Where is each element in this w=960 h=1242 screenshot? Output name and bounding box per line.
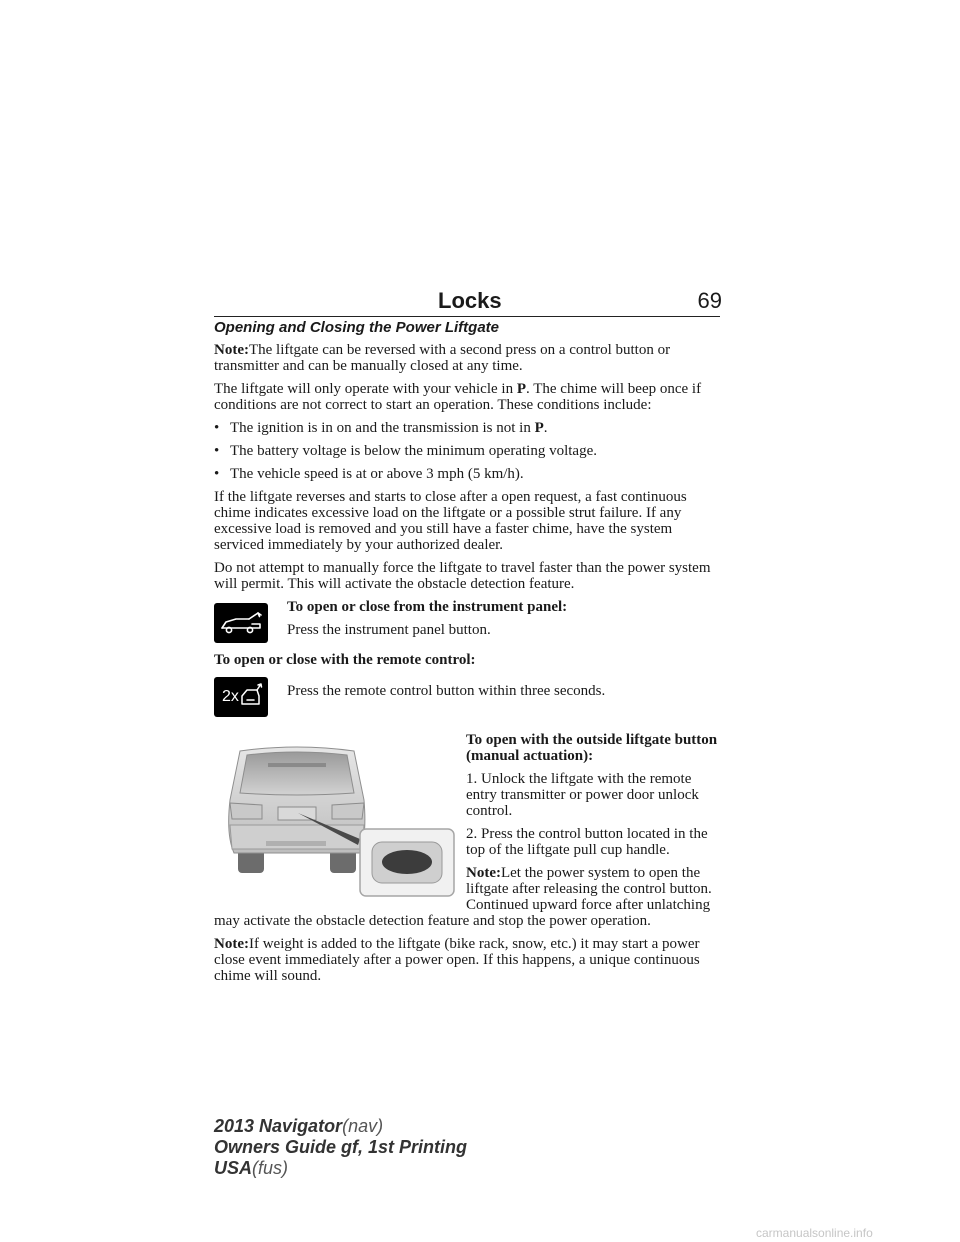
- park-gear-label: P: [516, 381, 526, 397]
- note-label: Note:: [214, 342, 249, 358]
- vehicle-rear-illustration: [214, 745, 465, 911]
- bullet-bold: P: [534, 420, 544, 436]
- section-title: Locks: [438, 288, 502, 313]
- note-paragraph: [214, 342, 722, 374]
- remote-liftgate-icon: [214, 677, 268, 717]
- outside-note-text: Let the power system to open the liftgate after releasing the control button. Continued upward force after unlatching may activate the obstacle detection feature and stop the power operation.: [214, 865, 712, 929]
- liftgate-icon: [214, 603, 268, 643]
- bullet-item: [214, 420, 722, 436]
- remote-heading-text: To open or close with the remote control:: [214, 652, 476, 668]
- remote-section: [214, 675, 722, 715]
- bullet-item: [214, 466, 722, 482]
- bullet-dot: •: [214, 420, 220, 436]
- liftgate-figure: [214, 732, 465, 898]
- weight-note-text: If weight is added to the liftgate (bike rack, snow, etc.) it may start a power close event immediately after a power open. If this happens, a unique continuous chime will sound.: [214, 936, 700, 984]
- step-1: 1. Unlock the liftgate with the remote entry transmitter or power door unlock control.: [466, 771, 699, 819]
- page-content: [214, 320, 722, 991]
- weight-note: [214, 936, 722, 984]
- footer-line-1: [214, 1116, 467, 1137]
- bullet-text: The vehicle speed is at or above 3 mph (5 km/h).: [230, 466, 524, 482]
- instrument-panel-text: [287, 599, 722, 638]
- watermark-link[interactable]: carmanualsonline.info: [756, 1226, 873, 1240]
- conditions-intro-text-end: . The chime will beep once if conditions are not correct to start an operation. These conditions include:: [214, 381, 702, 413]
- footer-model: 2013 Navigator: [214, 1116, 343, 1136]
- footer-line-2: [214, 1137, 467, 1158]
- bullet-text: The ignition is in on and the transmission is not in: [230, 420, 535, 436]
- bullet-item: [214, 443, 722, 459]
- reverse-paragraph: If the liftgate reverses and starts to close after a open request, a fast continuous chime indicates excessive load on the liftgate or a possible strut failure. If any excessive load is removed and you still have a faster chime, have the system serviced immediately by your authorized dealer.: [214, 489, 687, 553]
- conditions-intro-text: The liftgate will only operate with your vehicle in: [214, 381, 517, 397]
- note-text: The liftgate can be reversed with a second press on a control button or transmitter and can be manually closed at any time.: [214, 342, 671, 374]
- bullet-dot: •: [214, 443, 220, 459]
- weight-note-label: Note:: [214, 936, 249, 952]
- footer-market-code: (fus): [252, 1158, 289, 1178]
- subsection-heading: Opening and Closing the Power Liftgate: [214, 319, 500, 336]
- footer-model-code: (nav): [342, 1116, 384, 1136]
- page-number: 69: [697, 288, 722, 313]
- instrument-panel-instruction: Press the instrument panel button.: [287, 622, 491, 638]
- footer-line-3: [214, 1158, 467, 1179]
- outside-button-heading-text: To open with the outside liftgate button (manual actuation):: [466, 732, 718, 764]
- document-footer: [214, 1116, 467, 1179]
- conditions-intro: [214, 381, 722, 413]
- footer-printing: Owners Guide gf, 1st Printing: [214, 1137, 468, 1157]
- outside-note-label: Note:: [466, 865, 501, 881]
- bullet-text: The battery voltage is below the minimum operating voltage.: [230, 443, 597, 459]
- bullet-dot: •: [214, 466, 220, 482]
- instrument-panel-heading: [287, 599, 722, 615]
- header-divider: [214, 316, 720, 317]
- footer-market: USA: [214, 1158, 253, 1178]
- remote-icon-label: 2x: [222, 688, 239, 705]
- instrument-panel-section: [214, 599, 722, 645]
- step-2: 2. Press the control button located in the top of the liftgate pull cup handle.: [466, 826, 708, 858]
- remote-heading: [214, 652, 722, 668]
- remote-instruction: Press the remote control button within three seconds.: [287, 683, 606, 699]
- force-warning-paragraph: Do not attempt to manually force the liftgate to travel faster than the power system will permit. This will activate the obstacle detection feature.: [214, 560, 711, 592]
- instrument-panel-heading-text: To open or close from the instrument panel:: [287, 599, 568, 615]
- bullet-text-end: .: [543, 420, 548, 436]
